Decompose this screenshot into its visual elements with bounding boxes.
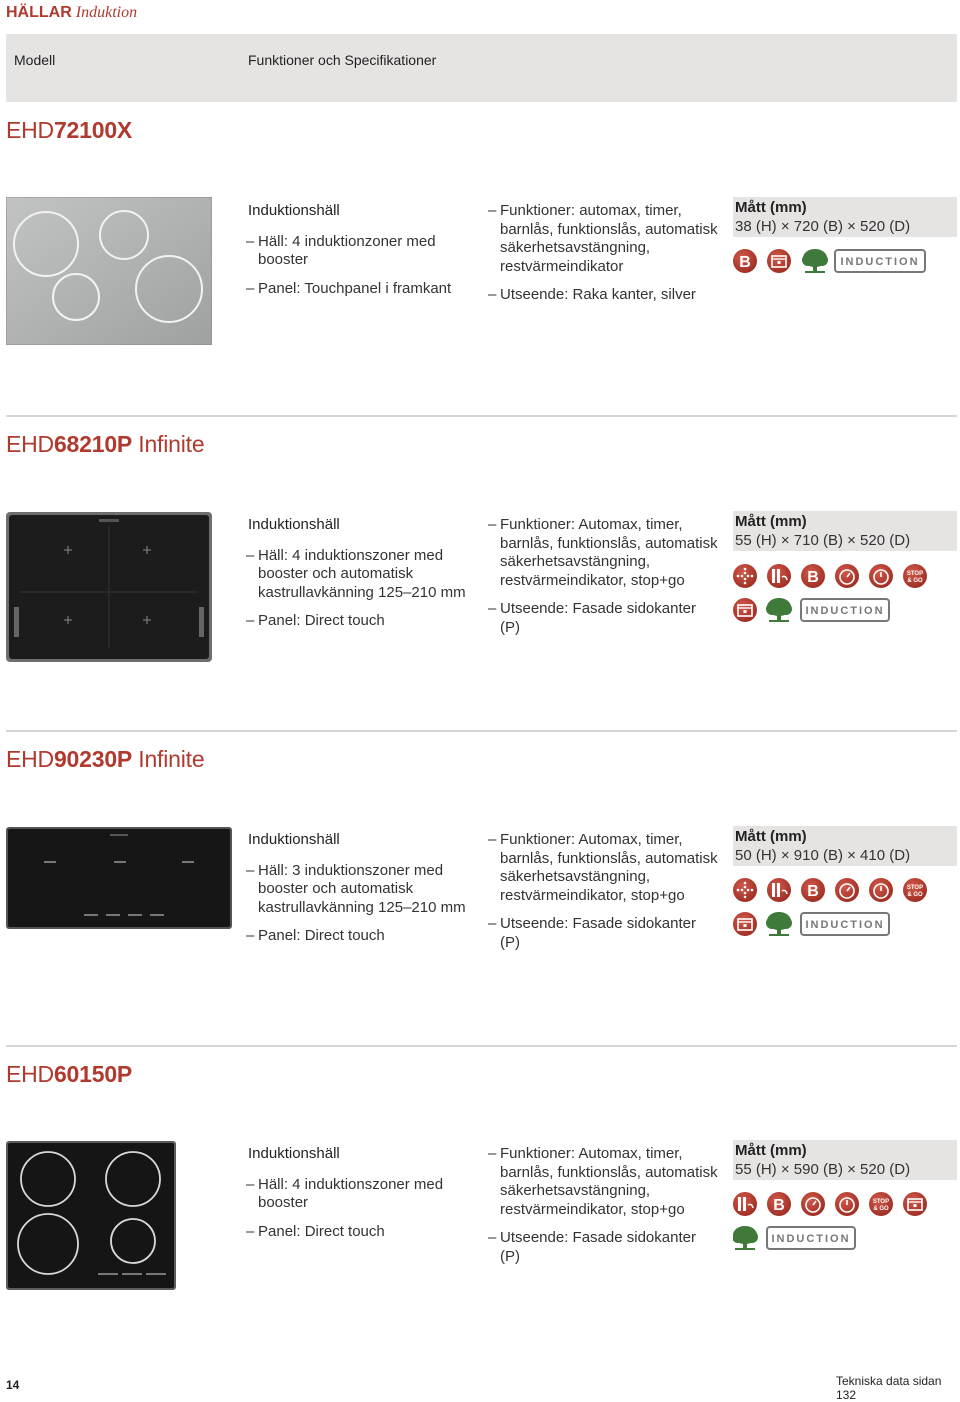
model-number: 68210P [53, 431, 133, 457]
features-column [248, 516, 473, 641]
product-type: Induktionshäll [248, 1145, 340, 1162]
model-prefix: EHD [6, 1061, 54, 1087]
function-item: – Utseende: Fasade sidokanter (P) [490, 600, 720, 637]
feature-item: – Panel: Direct touch [248, 1223, 473, 1242]
features-column [248, 1145, 473, 1251]
feature-icons [733, 1191, 957, 1253]
dimensions-value: 55 (H) × 710 (B) × 520 (D) [735, 532, 911, 549]
dimensions-value: 55 (H) × 590 (B) × 520 (D) [735, 1161, 911, 1178]
page-number: 14 [6, 1378, 20, 1392]
feature-icons [733, 877, 957, 939]
model-prefix: EHD [6, 117, 54, 143]
svg-text:STOP: STOP [872, 1199, 890, 1205]
dimensions-box [733, 197, 957, 237]
model-number: 60150P [53, 1061, 133, 1087]
induction-badge [767, 1227, 855, 1249]
child-lock-icon [903, 1192, 927, 1216]
induction-label: INDUCTION [771, 1233, 851, 1245]
feature-item: – Häll: 3 induktionszoner med booster och automatisk kastrullavkänning 125–210 mm [248, 862, 473, 918]
svg-text:B: B [739, 254, 751, 271]
heat-level-icon [733, 1192, 757, 1216]
eco-timer-icon [835, 1192, 859, 1216]
heat-level-icon [767, 878, 791, 902]
feature-item: – Häll: 4 induktionszoner med booster [248, 1176, 473, 1213]
hob-image-silver [6, 197, 212, 345]
stop-go-icon [869, 1192, 893, 1216]
functions-column [490, 1145, 720, 1276]
product-type: Induktionshäll [248, 516, 340, 533]
pan-detection-icon [733, 878, 757, 902]
eco-tree-icon [766, 912, 792, 936]
hob-image-black-wide [6, 827, 232, 929]
dimensions-box [733, 826, 957, 866]
booster-icon [767, 1192, 791, 1216]
child-lock-icon [733, 912, 757, 936]
product-type: Induktionshäll [248, 202, 340, 219]
function-item: – Funktioner: Automax, timer, barnlås, funktionslås, automatisk säkerhetsavstängning, restvärmeindikator, stop+go [490, 516, 720, 590]
heading-subcategory: Induktion [75, 4, 138, 21]
model-title [6, 117, 132, 144]
section-divider [6, 1045, 957, 1047]
svg-text:& GO: & GO [873, 1206, 889, 1212]
eco-timer-icon [869, 564, 893, 588]
stop-go-icon [903, 878, 927, 902]
section-divider [6, 730, 957, 732]
induction-label: INDUCTION [840, 256, 920, 268]
heading-category: HÄLLAR [6, 4, 72, 21]
dimensions-value: 50 (H) × 910 (B) × 410 (D) [735, 847, 911, 864]
function-item: – Utseende: Fasade sidokanter (P) [490, 915, 720, 952]
section-divider [6, 415, 957, 417]
features-column [248, 202, 473, 308]
feature-icons [733, 563, 957, 625]
table-header [6, 34, 957, 102]
model-number: 90230P [53, 746, 133, 772]
dimensions-label: Mått (mm) [735, 199, 807, 216]
eco-tree-icon [733, 1226, 758, 1250]
svg-text:B: B [807, 569, 819, 586]
model-title [6, 746, 204, 773]
function-item: – Utseende: Fasade sidokanter (P) [490, 1229, 720, 1266]
svg-text:B: B [807, 883, 819, 900]
model-prefix: EHD [6, 746, 54, 772]
booster-icon [733, 249, 757, 273]
feature-item: – Panel: Direct touch [248, 612, 473, 631]
model-prefix: EHD [6, 431, 54, 457]
function-item: – Funktioner: automax, timer, barnlås, funktionslås, automatisk säkerhetsavstängning, restvärmeindikator [490, 202, 720, 276]
eco-tree-icon [802, 249, 828, 273]
features-column [248, 831, 473, 956]
dimensions-box [733, 1140, 957, 1180]
page-heading [6, 4, 137, 22]
dimensions-label: Mått (mm) [735, 513, 807, 530]
tech-data-reference: Tekniska data sidan 132 [836, 1374, 942, 1402]
booster-icon [801, 878, 825, 902]
svg-text:STOP: STOP [906, 571, 924, 577]
functions-column [490, 202, 720, 315]
induction-badge [801, 913, 889, 935]
functions-column [490, 831, 720, 962]
dimensions-label: Mått (mm) [735, 828, 807, 845]
dimensions-value: 38 (H) × 720 (B) × 520 (D) [735, 218, 911, 235]
model-suffix: Infinite [132, 431, 205, 457]
functions-column [490, 516, 720, 647]
eco-tree-icon [766, 598, 792, 622]
feature-icons [733, 248, 933, 276]
feature-item: – Häll: 4 induktionzoner med booster [248, 233, 473, 270]
induction-badge [835, 250, 925, 272]
header-model: Modell [14, 52, 56, 68]
model-number: 72100X [53, 117, 133, 143]
dimensions-label: Mått (mm) [735, 1142, 807, 1159]
feature-item: – Panel: Direct touch [248, 927, 473, 946]
svg-text:STOP: STOP [906, 885, 924, 891]
dimensions-box [733, 511, 957, 551]
model-title [6, 1061, 132, 1088]
stop-go-icon [903, 564, 927, 588]
child-lock-icon [767, 249, 791, 273]
timer-icon [835, 878, 859, 902]
model-title [6, 431, 204, 458]
function-item: – Funktioner: Automax, timer, barnlås, funktionslås, automatisk säkerhetsavstängning, restvärmeindikator, stop+go [490, 831, 720, 905]
function-item: – Funktioner: Automax, timer, barnlås, funktionslås, automatisk säkerhetsavstängning, restvärmeindikator, stop+go [490, 1145, 720, 1219]
header-functions: Funktioner och Specifikationer [248, 52, 437, 68]
induction-label: INDUCTION [805, 919, 885, 931]
pan-detection-icon [733, 564, 757, 588]
feature-item: – Panel: Touchpanel i framkant [248, 280, 473, 299]
heat-level-icon [767, 564, 791, 588]
model-suffix: Infinite [132, 746, 205, 772]
booster-icon [801, 564, 825, 588]
svg-text:& GO: & GO [907, 578, 923, 584]
product-type: Induktionshäll [248, 831, 340, 848]
induction-label: INDUCTION [805, 605, 885, 617]
svg-text:B: B [773, 1197, 785, 1214]
svg-text:& GO: & GO [907, 892, 923, 898]
eco-timer-icon [869, 878, 893, 902]
timer-icon [835, 564, 859, 588]
hob-image-black-rings [6, 1141, 176, 1290]
function-item: – Utseende: Raka kanter, silver [490, 286, 720, 305]
feature-item: – Häll: 4 induktionszoner med booster och automatisk kastrullavkänning 125–210 mm [248, 547, 473, 603]
timer-icon [801, 1192, 825, 1216]
induction-badge [801, 599, 889, 621]
hob-image-black-infinite [6, 512, 212, 662]
child-lock-icon [733, 598, 757, 622]
